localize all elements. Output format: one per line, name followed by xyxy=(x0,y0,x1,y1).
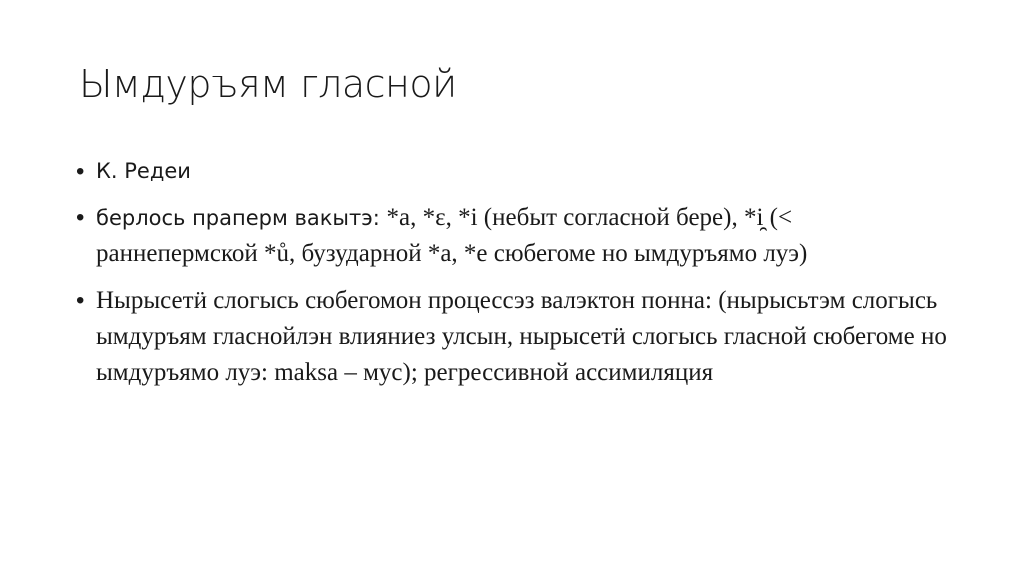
slide-title: Ымдуръям гласной xyxy=(79,62,457,106)
bullet-marker: • xyxy=(76,287,85,314)
bullet-item-assimilation xyxy=(76,284,956,392)
bullet-text: *a, *ɛ, *i (небыт согласной бере), *i̯ (< раннепермской *ů, бузударной *a, *e сюбегоме но ымдуръямо луэ) xyxy=(96,204,808,267)
bullet-item-author xyxy=(76,155,956,190)
bullet-text: К. Редеи xyxy=(96,159,191,183)
bullet-list xyxy=(76,155,956,403)
bullet-item-vowels xyxy=(76,201,956,273)
bullet-prefix: берлось праперм вакытэ: xyxy=(96,206,387,230)
bullet-text: Нырысетӥ слогысь сюбегомон процессэз валэктон понна: (нырысьтэм слогысь ымдуръям гласнойлэн влияниез улсын, нырысетӥ слогысь гласной сюбегоме но ымдуръямо луэ: maksa – мус); регрессивной ассимиляция xyxy=(96,287,947,386)
bullet-marker: • xyxy=(76,204,85,231)
bullet-marker: • xyxy=(76,158,85,185)
